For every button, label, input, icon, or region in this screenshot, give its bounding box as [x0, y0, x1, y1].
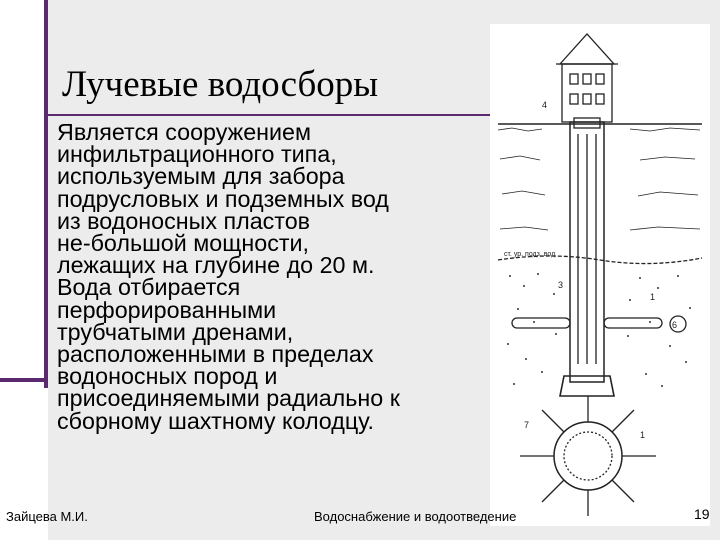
body-line: используемым для забора [57, 163, 345, 190]
house-window [596, 74, 604, 84]
house-window [583, 94, 591, 104]
body-line: расположенными в пределах [57, 341, 374, 368]
soil-hatching [502, 191, 698, 196]
aquifer-dots [507, 273, 691, 387]
house-window [596, 94, 604, 104]
body-line: трубчатыми дренами, [57, 318, 294, 345]
water-level-label: ст. ур. подз. вод [504, 251, 556, 258]
pump-house [562, 64, 612, 122]
label-7: 7 [524, 420, 530, 430]
house-window [570, 94, 578, 104]
label-1-plan: 1 [640, 430, 646, 440]
soil-hatching [500, 227, 700, 230]
pump-unit [574, 118, 600, 128]
label-3: 3 [558, 280, 564, 290]
vertical-accent-rule [44, 0, 48, 388]
label-1: 1 [650, 292, 656, 302]
label-4: 4 [542, 100, 548, 110]
horizontal-accent-rule [0, 378, 48, 382]
body-line: не-большой мощности, [57, 230, 309, 257]
well-base [560, 376, 614, 396]
body-line: из водоносных пластов [57, 207, 311, 234]
body-line: перфорированными [57, 296, 277, 323]
body-line: Вода отбирается [57, 274, 241, 301]
body-line: водоносных пород и [57, 363, 278, 390]
footer-author: Зайцева М.И. [6, 509, 88, 524]
house-window [570, 74, 578, 84]
body-line: подрусловых и подземных вод [57, 185, 389, 212]
plan-view-inner [564, 432, 612, 480]
radial-well-diagram [490, 24, 710, 526]
slide-body [57, 121, 497, 432]
house-window [583, 74, 591, 84]
body-line: инфильтрационного типа, [57, 141, 337, 168]
pump-house-roof [560, 34, 614, 64]
label-6: 6 [672, 320, 678, 330]
radial-drain-left [512, 318, 570, 328]
slide-title: Лучевые водосборы [62, 63, 379, 105]
soil-hatching [500, 156, 695, 160]
radial-drain-right [604, 318, 662, 328]
footer-course: Водоснабжение и водоотведение [314, 509, 517, 524]
body-line: сборному шахтному колодцу. [57, 407, 374, 434]
body-line: присоединяемыми радиально к [57, 385, 400, 412]
page-number: 19 [694, 506, 710, 522]
plan-view-drains [520, 396, 656, 516]
body-line: Является сооружением [57, 119, 312, 145]
left-margin-band [0, 0, 48, 540]
body-line: лежащих на глубине до 20 м. [57, 252, 375, 279]
